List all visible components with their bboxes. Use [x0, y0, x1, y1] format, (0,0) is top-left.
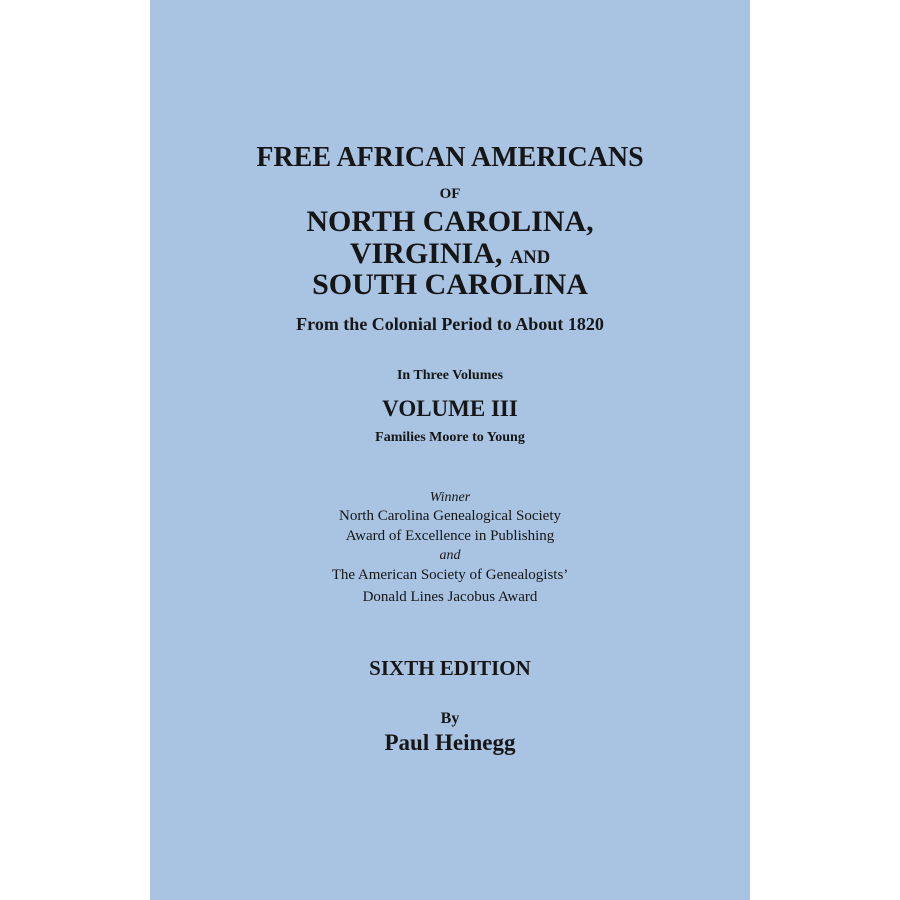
volumes-note: In Three Volumes — [396, 368, 504, 383]
award-and: and — [439, 548, 461, 563]
volume-subtitle: Families Moore to Young — [375, 430, 525, 445]
title-line-2: NORTH CAROLINA, — [306, 205, 594, 238]
title-line-4: SOUTH CAROLINA — [312, 268, 588, 301]
title-and: AND — [509, 247, 551, 268]
title-virginia: VIRGINIA, — [349, 237, 503, 270]
title-line-1: FREE AFRICAN AMERICANS — [256, 142, 644, 173]
title-line-3 — [150, 239, 750, 269]
award-2-line-1: The American Society of Genealogists’ — [331, 567, 569, 583]
subtitle: From the Colonial Period to About 1820 — [296, 314, 604, 334]
award-1-line-1: North Carolina Genealogical Society — [338, 508, 561, 524]
edition: SIXTH EDITION — [369, 656, 531, 680]
award-2-line-2: Donald Lines Jacobus Award — [362, 589, 538, 605]
author-name: Paul Heinegg — [384, 730, 516, 755]
award-winner: Winner — [429, 490, 471, 505]
by-label: By — [440, 710, 460, 727]
volume-number: VOLUME III — [382, 396, 518, 421]
award-1-line-2: Award of Excellence in Publishing — [345, 528, 555, 544]
title-of: OF — [439, 186, 461, 202]
book-cover — [150, 0, 750, 900]
